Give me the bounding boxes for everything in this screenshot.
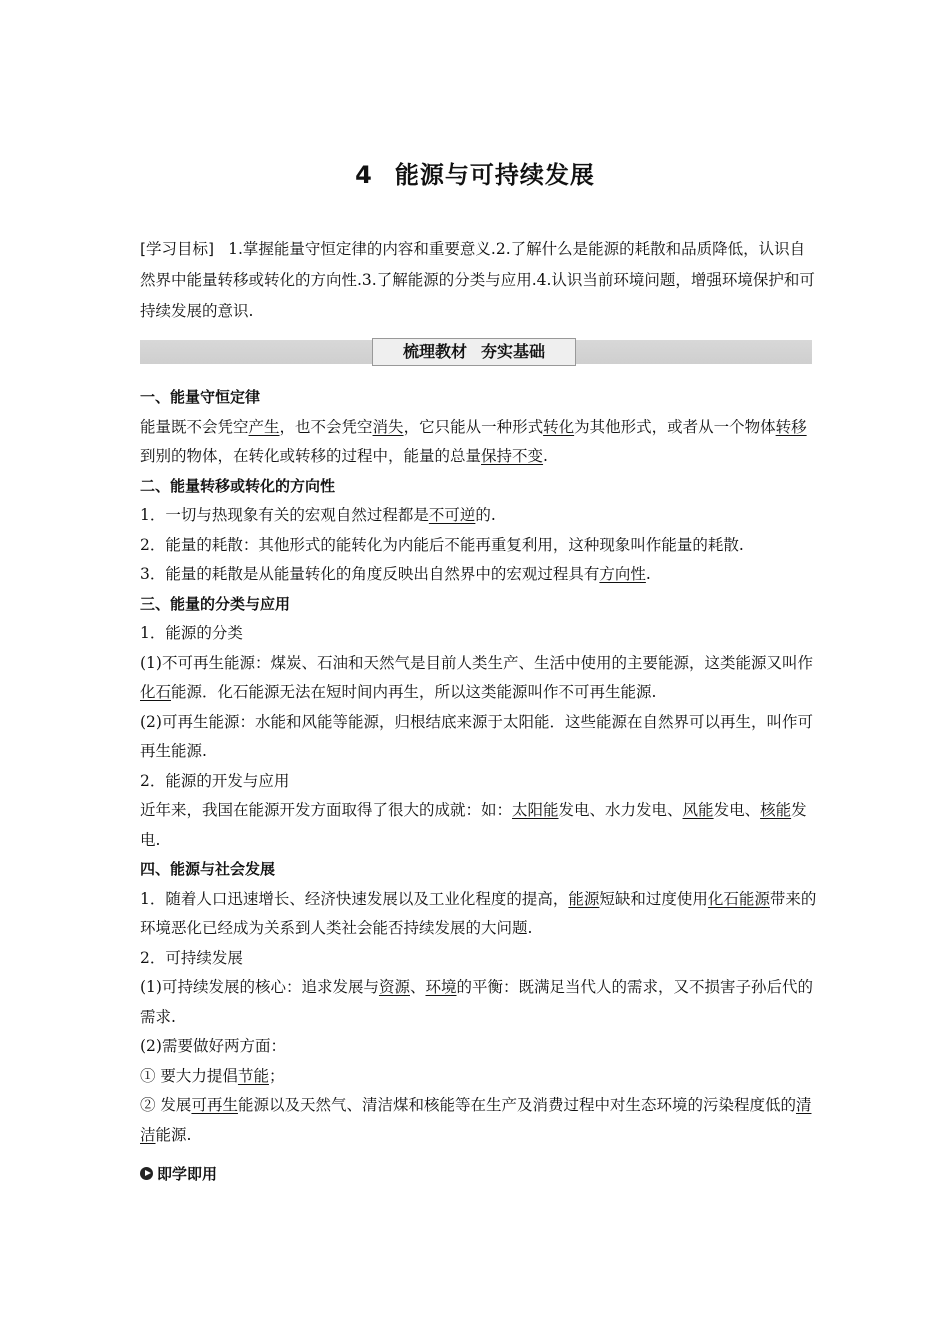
text: ，也不会凭空: [279, 417, 373, 436]
list-item: [140, 885, 820, 944]
underlined-term: 不可逆: [428, 506, 476, 524]
text: ① 要大力提倡: [140, 1066, 238, 1085]
text: 到别的物体，在转化或转移的过程中，能量的总量: [140, 447, 482, 465]
underlined-term: 消失: [372, 417, 404, 436]
underlined-term: 太阳能: [512, 801, 559, 819]
text: 近年来，我国在能源开发方面取得了很大的成就：如：: [140, 801, 513, 819]
text: 、: [409, 978, 426, 996]
banner-right: 夯实基础: [481, 342, 546, 361]
underlined-term: 能源: [568, 889, 600, 908]
paragraph: (2)可再生能源：水能和风能等能源，归根结底来源于太阳能．这些能源在自然界可以再生，叫作可再生能源.: [140, 712, 813, 760]
list-item: 2．能量的耗散：其他形式的能转化为内能后不能再重复利用，这种现象叫作能量的耗散.: [140, 535, 744, 554]
underlined-term: 核能: [760, 801, 792, 819]
section-banner: [372, 338, 576, 366]
text: 发电、: [713, 801, 761, 819]
underlined-term: 风能: [682, 801, 714, 819]
text: 发电.: [140, 801, 807, 849]
underlined-term: 节能: [237, 1066, 269, 1085]
objectives-tag: [学习目标]: [140, 240, 215, 258]
underlined-term: 化石能源: [707, 889, 770, 908]
text: 能源．化石能源无法在短时间内再生，所以这类能源叫作不可再生能源.: [171, 683, 657, 701]
list-item: [140, 501, 820, 531]
text: 的.: [475, 506, 496, 524]
practice-label-text: 即学即用: [157, 1165, 218, 1183]
text: 3．能量的耗散是从能量转化的角度反映出自然界中的宏观过程具有: [140, 565, 600, 583]
underlined-term: 转化: [543, 417, 575, 436]
text: 能源.: [155, 1125, 192, 1144]
paragraph: [140, 973, 820, 1032]
text: 1．一切与热现象有关的宏观自然过程都是: [140, 506, 429, 524]
underlined-term: 化石: [140, 683, 172, 701]
main-content: [140, 383, 820, 1150]
play-circle-icon: [140, 1167, 153, 1180]
text: 发电、水力发电、: [558, 801, 683, 819]
section-heading: 三、能量的分类与应用: [140, 594, 291, 613]
page-title: [0, 155, 950, 190]
text: ② 发展: [140, 1096, 192, 1114]
text: .: [543, 447, 548, 465]
paragraph: [140, 413, 820, 472]
text: 1．随着人口迅速增长、经济快速发展以及工业化程度的提高，: [140, 889, 569, 908]
text: 的平衡：既满足当代人的需求，又不损害子孙后代的需求.: [140, 978, 814, 1026]
underlined-term: 方向性: [599, 565, 646, 583]
section-heading: 二、能量转移或转化的方向性: [140, 476, 336, 495]
text: (1)可持续发展的核心：追求发展与: [140, 978, 379, 996]
paragraph: [140, 1062, 820, 1092]
text: .: [645, 565, 651, 583]
practice-section-label: [140, 1163, 217, 1184]
text: ，它只能从一种形式: [403, 417, 544, 436]
underlined-term: 清洁: [140, 1096, 812, 1144]
underlined-term: 转移: [775, 417, 807, 436]
learning-objectives: [140, 234, 815, 327]
lesson-number: 4: [355, 161, 373, 189]
sub-heading: 1．能源的分类: [140, 624, 243, 642]
paragraph: [140, 796, 820, 855]
banner-left: 梳理教材: [402, 342, 467, 361]
text: 短缺和过度使用: [599, 889, 708, 908]
text: 能源以及天然气、清洁煤和核能等在生产及消费过程中对生态环境的污染程度低的: [237, 1096, 796, 1114]
underlined-term: 保持不变: [481, 447, 544, 465]
underlined-term: 环境: [425, 978, 457, 996]
lesson-title: 能源与可持续发展: [394, 161, 595, 189]
text: 能量既不会凭空: [140, 417, 249, 436]
text: ；: [268, 1066, 285, 1085]
sub-heading: 2．能源的开发与应用: [140, 771, 290, 790]
objectives-text: 1.掌握能量守恒定律的内容和重要意义.2.了解什么是能源的耗散和品质降低，认识自然界中能量转移或转化的方向性.3.了解能源的分类与应用.4.认识当前环境问题，增强环境保护和可持续发展的意识.: [140, 240, 815, 320]
paragraph: [140, 649, 820, 708]
text: 为其他形式，或者从一个物体: [574, 417, 776, 436]
text: (1)不可再生能源：煤炭、石油和天然气是目前人类生产、生活中使用的主要能源，这类能源又叫作: [140, 653, 813, 672]
underlined-term: 资源: [378, 978, 410, 996]
text: 带来的环境恶化已经成为关系到人类社会能否持续发展的大问题.: [140, 889, 817, 937]
list-item: [140, 560, 820, 590]
underlined-term: 产生: [248, 417, 280, 436]
sub-heading: 2．可持续发展: [140, 948, 243, 967]
paragraph: (2)需要做好两方面：: [140, 1037, 286, 1055]
section-heading: 四、能源与社会发展: [140, 860, 276, 878]
paragraph: [140, 1091, 820, 1150]
underlined-term: 可再生: [191, 1096, 238, 1114]
section-heading: 一、能量守恒定律: [140, 388, 261, 406]
